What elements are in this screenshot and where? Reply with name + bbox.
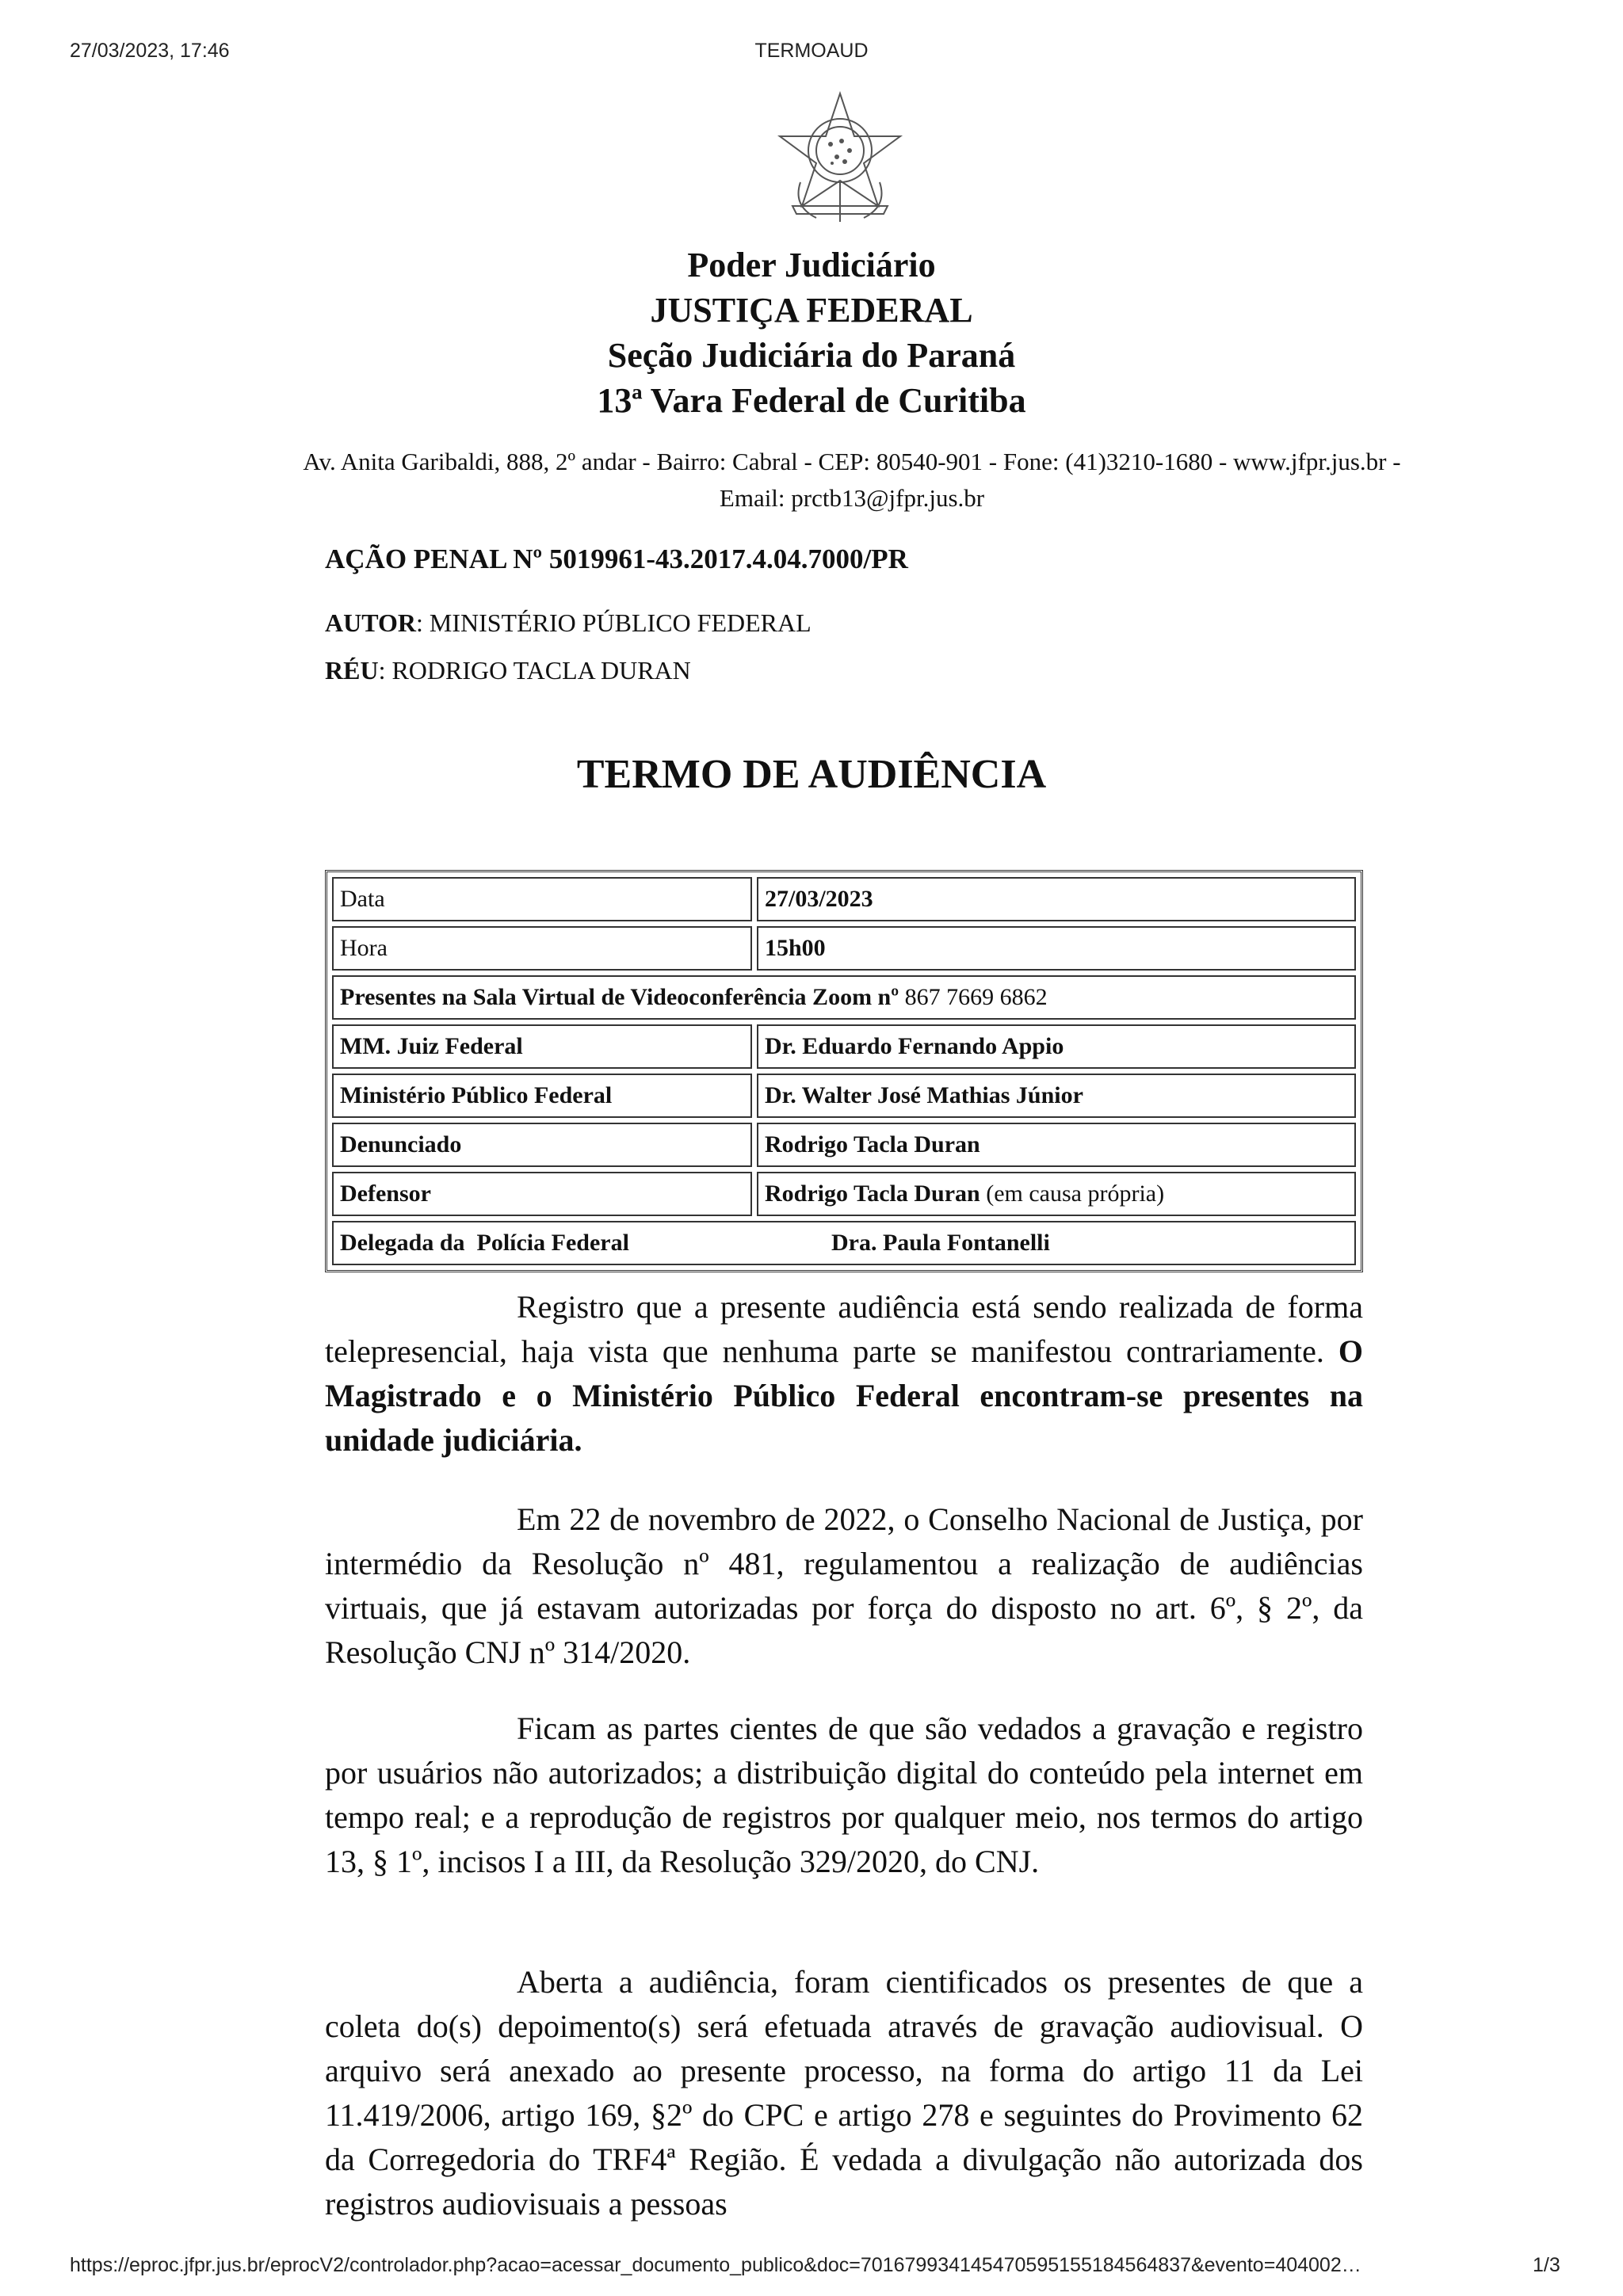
party-reu <box>325 656 691 685</box>
paragraph-1-bold: O Magistrado e o Ministério Público Federal encontram-se presentes na unidade judiciária. <box>325 1333 1363 1458</box>
table-row <box>332 1221 1356 1265</box>
paragraph-1 <box>325 1285 1363 1463</box>
case-number: AÇÃO PENAL Nº 5019961-43.2017.4.04.7000/PR <box>325 543 908 574</box>
presentes-cell <box>332 975 1356 1020</box>
table-row <box>332 1024 1356 1069</box>
institution-header <box>0 242 1623 423</box>
table-row <box>332 877 1356 921</box>
denunciado-value: Rodrigo Tacla Duran <box>757 1123 1356 1167</box>
juiz-label: MM. Juiz Federal <box>332 1024 752 1069</box>
page-number: 1/3 <box>1533 2254 1560 2276</box>
document-title: TERMO DE AUDIÊNCIA <box>576 752 1047 797</box>
paragraph-4: Aberta a audiência, foram cientificados os presentes de que a coleta do(s) depoimento(s) será efetuada através de gravação audiovisual. O arquivo será anexado ao presente processo, na forma do artigo 11 da Lei 11.419/2006, artigo 169, §2º do CPC e artigo 278 e seguintes do Provimento 62 da Corregedoria do TRF4ª Região. É vedada a divulgação não autorizada dos registros audiovisuais a pessoas <box>325 1964 1363 2222</box>
data-label: Data <box>332 877 752 921</box>
header-line-4: 13ª Vara Federal de Curitiba <box>597 381 1026 420</box>
defensor-cell <box>757 1172 1356 1216</box>
reu-value: : RODRIGO TACLA DURAN <box>378 656 691 685</box>
paragraph-2: Em 22 de novembro de 2022, o Conselho Nacional de Justiça, por intermédio da Resolução nº 481, regulamentou a realização de audiências virtuais, que já estavam autorizadas por força do disposto no art. 6º, § 2º, da Resolução CNJ nº 314/2020. <box>325 1501 1363 1670</box>
hora-value: 15h00 <box>757 926 1356 971</box>
print-header <box>0 40 1623 71</box>
table-row <box>332 926 1356 971</box>
header-line-3: Seção Judiciária do Paraná <box>607 336 1016 375</box>
table-row <box>332 1074 1356 1118</box>
reu-label: RÉU <box>325 656 379 685</box>
court-address: Av. Anita Garibaldi, 888, 2º andar - Bairro: Cabral - CEP: 80540-901 - Fone: (41)3210-1680 - www.jfpr.jus.br - Email: prctb13@jfpr.jus.br <box>303 448 1401 512</box>
table-row <box>332 975 1356 1020</box>
header-line-2: JUSTIÇA FEDERAL <box>650 291 973 330</box>
delegada-cell <box>332 1221 1356 1265</box>
document-url: https://eproc.jfpr.jus.br/eprocV2/controlador.php?acao=acessar_documento_publico&doc=701679934145470595155184564837&evento=404002… <box>70 2254 1361 2276</box>
hora-label: Hora <box>332 926 752 971</box>
presentes-label: Presentes na Sala Virtual de Videoconferência Zoom nº <box>340 984 899 1010</box>
juiz-value: Dr. Eduardo Fernando Appio <box>757 1024 1356 1069</box>
mpf-value: Dr. Walter José Mathias Júnior <box>757 1074 1356 1118</box>
defensor-note: (em causa própria) <box>980 1180 1165 1207</box>
header-line-1: Poder Judiciário <box>687 246 936 284</box>
print-datetime: 27/03/2023, 17:46 <box>70 40 230 62</box>
data-value: 27/03/2023 <box>757 877 1356 921</box>
print-title: TERMOAUD <box>754 40 869 62</box>
delegada-label: Delegada da Polícia Federal <box>340 1230 629 1256</box>
mpf-label: Ministério Público Federal <box>332 1074 752 1118</box>
autor-label: AUTOR <box>325 608 416 637</box>
paragraph-3: Ficam as partes cientes de que são vedados a gravação e registro por usuários não autorizados; a distribuição digital do conteúdo pela internet em tempo real; e a reprodução de registros por qualquer meio, nos termos do artigo 13, § 1º, incisos I a III, da Resolução 329/2020, do CNJ. <box>325 1711 1363 1879</box>
hearing-table <box>325 870 1363 1272</box>
defensor-label: Defensor <box>332 1172 752 1216</box>
delegada-value: Dra. Paula Fontanelli <box>831 1230 1050 1256</box>
table-row <box>332 1172 1356 1216</box>
autor-value: : MINISTÉRIO PÚBLICO FEDERAL <box>415 608 812 637</box>
paragraph-1-text: Registro que a presente audiência está sendo realizada de forma telepresencial, haja vista que nenhuma parte se manifestou contrariamente. <box>325 1289 1363 1369</box>
party-autor <box>325 608 812 638</box>
table-row <box>332 1123 1356 1167</box>
defensor-value: Rodrigo Tacla Duran <box>765 1180 980 1207</box>
zoom-room-number: 867 7669 6862 <box>899 984 1048 1010</box>
brazil-coat-of-arms-icon <box>769 87 911 230</box>
denunciado-label: Denunciado <box>332 1123 752 1167</box>
